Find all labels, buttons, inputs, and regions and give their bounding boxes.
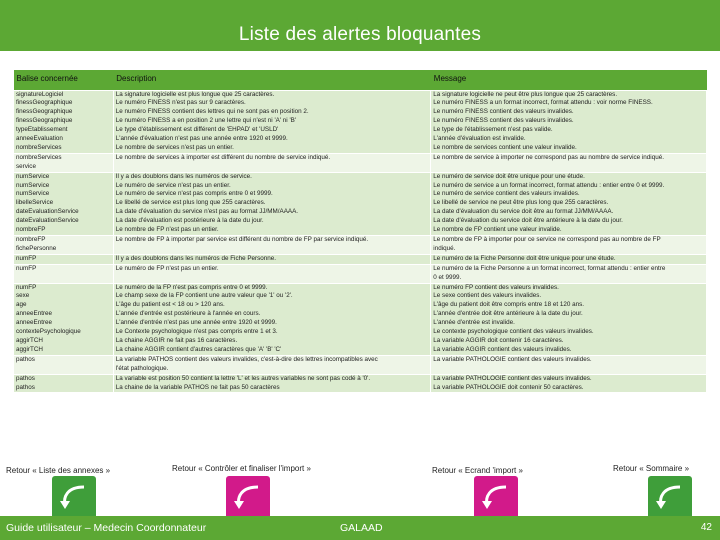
cell-description (113, 264, 431, 283)
cell-message-line: La variable PATHOLOGIE contient des valeurs invalides. (433, 355, 592, 363)
table-row (14, 153, 707, 172)
cell-description-line: Le nombre de FP à importer par service est différent du nombre de FP par service indiqué. (115, 236, 369, 243)
cell-balise (14, 355, 114, 374)
page-number: 42 (700, 522, 712, 533)
back-arrow-icon-controler[interactable] (226, 476, 270, 520)
cell-message-line: Le numéro de service contient des valeurs invalides. (433, 190, 580, 198)
cell-message-line: Le nombre de FP contient une valeur invalide. (433, 226, 562, 234)
page-title: Liste des alertes bloquantes (238, 24, 482, 45)
curved-arrow-icon (57, 481, 91, 515)
cell-description-line: Le libellé de service est plus long que 255 caractères. (115, 199, 266, 207)
cell-balise-line: dateEvaluationService (16, 217, 79, 225)
footer-guide-label: Guide utilisateur – Medecin Coordonnateur (6, 522, 207, 534)
cell-message (431, 90, 707, 153)
cell-message-line: Le nombre de FP à importer pour ce service ne correspond pas au nombre de FP (433, 236, 661, 243)
cell-description-line: La date d'évaluation est postérieure à la date du jour. (115, 217, 264, 225)
cell-description-line: l'état pathologique. (115, 364, 169, 372)
table-row (14, 264, 707, 283)
cell-message-line: La date d'évaluation du service doit être au format JJ/MM/AAAA. (433, 208, 614, 216)
cell-description-line: Il y a des doublons dans les numéros de Fiche Personne. (115, 254, 277, 262)
cell-balise (14, 90, 114, 153)
cell-message-line: Le numéro FP contient des valeurs invalides. (433, 283, 559, 291)
cell-balise-line: nombreServices (16, 153, 62, 161)
cell-message-line: L'année d'entrée est invalide. (433, 319, 515, 327)
alerts-table (13, 70, 707, 392)
cell-balise-line: finessGeographique (16, 117, 73, 125)
cell-description (113, 153, 431, 172)
table-body (14, 90, 707, 392)
cell-description-line: La chaine de la variable PATHOS ne fait pas 50 caractères (115, 383, 280, 391)
back-arrow-icon-sommaire[interactable] (648, 476, 692, 520)
cell-message-line: Le numéro de la Fiche Personne a un format incorrect, format attendu : entier entre (433, 264, 666, 272)
cell-description-line: Le nombre de services à importer est différent du nombre de service indiqué. (115, 153, 331, 161)
title-bar (0, 0, 720, 52)
cell-balise-line: aggirTCH (16, 345, 43, 353)
cell-message-line: La date d'évaluation du service doit être antérieure à la date du jour. (433, 217, 623, 225)
cell-description-line: Le numéro de la FP n'est pas compris entre 0 et 9999. (115, 283, 268, 291)
cell-message (431, 374, 707, 392)
cell-balise-line: signatureLogiciel (16, 90, 64, 98)
header-message: Message (431, 70, 707, 90)
back-arrow-icon-annexes[interactable] (52, 476, 96, 520)
cell-message (431, 254, 707, 264)
cell-balise (14, 283, 114, 355)
cell-description-line: Le numéro de service n'est pas compris entre 0 et 9999. (115, 190, 273, 198)
header-description: Description (113, 70, 431, 90)
cell-balise-line: fichePersonne (16, 244, 57, 252)
table-row (14, 236, 707, 255)
cell-message (431, 264, 707, 283)
cell-description-line: Le nombre de FP n'est pas un entier. (115, 226, 219, 234)
cell-description (113, 254, 431, 264)
cell-description-line: Le type d'établissement est différent de 'EHPAD' et 'USLD' (115, 126, 279, 134)
curved-arrow-icon (653, 481, 687, 515)
cell-message (431, 236, 707, 255)
cell-description-line: L'âge du patient est < 18 ou > 120 ans. (115, 301, 225, 309)
cell-message-line: Le numéro FINESS a un format incorrect, format attendu : voir norme FINESS. (433, 99, 653, 107)
nav-annexes-link[interactable]: Retour « Liste des annexes » (6, 466, 111, 475)
cell-balise-line: finessGeographique (16, 99, 73, 107)
cell-description-line: Le numéro de service n'est pas un entier. (115, 181, 231, 189)
cell-description (113, 236, 431, 255)
cell-description-line: La signature logicielle est plus longue que 25 caractères. (115, 90, 275, 98)
cell-description-line: Le champ sexe de la FP contient une autre valeur que '1' ou '2'. (115, 292, 293, 300)
cell-message-line: Le numéro de service a un format incorrect, format attendu : entier entre 0 et 9999. (433, 181, 665, 189)
cell-description-line: Le Contexte psychologique n'est pas compris entre 1 et 3. (115, 328, 278, 336)
cell-balise-line: numFP (16, 283, 37, 291)
cell-message-line: L'âge du patient doit être compris entre 18 et 120 ans. (433, 301, 584, 309)
cell-message (431, 355, 707, 374)
table-row (14, 355, 707, 374)
cell-balise-line: aggirTCH (16, 336, 43, 344)
cell-balise-line: sexe (16, 292, 30, 300)
cell-balise-line: service (16, 162, 36, 170)
cell-balise-line: numService (16, 181, 50, 189)
cell-message-line: La variable PATHOLOGIE doit contenir 50 caractères. (433, 383, 584, 391)
cell-balise (14, 172, 114, 235)
curved-arrow-icon (479, 481, 513, 515)
curved-arrow-icon (231, 481, 265, 515)
cell-balise-line: contextePsychologique (16, 328, 81, 336)
table-header-row (14, 70, 707, 90)
cell-message-line: Le contexte psychologique contient des valeurs invalides. (433, 328, 594, 336)
table-row (14, 374, 707, 392)
cell-balise-line: pathos (16, 374, 35, 382)
cell-message-line: Le numéro FINESS contient des valeurs invalides. (433, 108, 574, 116)
cell-message-line: Le numéro de service doit être unique pour une étude. (433, 172, 585, 180)
cell-message-line: indiqué. (433, 244, 456, 252)
table-row (14, 283, 707, 355)
cell-balise-line: pathos (16, 355, 35, 363)
cell-balise-line: anneeEntree (16, 319, 53, 327)
cell-description-line: La chaine AGGIR ne fait pas 16 caractères. (115, 336, 238, 344)
cell-message-line: La variable AGGIR doit contenir 16 caractères. (433, 336, 564, 344)
cell-description-line: Le numéro de FP n'est pas un entier. (115, 264, 219, 272)
cell-message (431, 153, 707, 172)
cell-description-line: Le numéro FINESS n'est pas sur 9 caractères. (115, 99, 246, 107)
table-row (14, 90, 707, 153)
cell-balise-line: nombreServices (16, 143, 62, 151)
footer-bar (0, 516, 720, 540)
cell-balise-line: nombreFP (16, 236, 46, 243)
footer-app-name: GALAAD (340, 522, 383, 534)
cell-description-line: Le nombre de services n'est pas un entier. (115, 143, 234, 151)
cell-message-line: L'année d'évaluation est invalide. (433, 135, 526, 143)
cell-balise-line: pathos (16, 383, 35, 391)
cell-message-line: Le libellé de service ne peut être plus long que 255 caractères. (433, 199, 609, 207)
cell-balise (14, 236, 114, 255)
cell-balise-line: libelleService (16, 199, 54, 207)
cell-message-line: 0 et 9999. (433, 273, 462, 281)
cell-balise (14, 374, 114, 392)
cell-description-line: Le numéro FINESS a en position 2 une lettre qui n'est ni 'A' ni 'B' (115, 117, 297, 125)
cell-description-line: Le numéro FINESS contient des lettres qui ne sont pas en position 2. (115, 108, 309, 116)
cell-description-line: La chaine AGGIR contient d'autres caractères que 'A' 'B' 'C' (115, 345, 282, 353)
cell-description (113, 172, 431, 235)
cell-description (113, 374, 431, 392)
cell-balise-line: numFP (16, 254, 37, 262)
nav-sommaire-link[interactable]: Retour « Sommaire » (613, 464, 690, 473)
cell-description-line: L'année d'entrée est postérieure à l'année en cours. (115, 310, 261, 318)
cell-description-line: La variable PATHOS contient des valeurs invalides, c'est-à-dire des lettres incompatibles avec (115, 355, 378, 363)
cell-balise-line: typeEtablissement (16, 126, 68, 134)
cell-balise-line: anneeEntree (16, 310, 53, 318)
cell-message-line: Le type de l'établissement n'est pas valide. (433, 126, 553, 134)
cell-balise-line: numService (16, 172, 50, 180)
cell-message-line: La variable PATHOLOGIE contient des valeurs invalides. (433, 374, 592, 382)
cell-message-line: L'année d'entrée doit être antérieure à la date du jour. (433, 310, 583, 318)
cell-balise (14, 264, 114, 283)
table-row (14, 172, 707, 235)
cell-message-line: Le nombre de services contient une valeur invalide. (433, 143, 577, 151)
cell-description-line: La date d'évaluation du service n'est pas au format JJ/MM/AAAA. (115, 208, 299, 216)
cell-description (113, 283, 431, 355)
cell-description-line: La variable est position 50 contient la lettre 'L' et les autres variables ne sont pas codé à '0'. (115, 374, 371, 382)
cell-balise (14, 153, 114, 172)
cell-message-line: La variable AGGIR contient des valeurs invalides. (433, 345, 572, 353)
cell-message-line: Le nombre de service à importer ne correspond pas au nombre de service indiqué. (433, 153, 664, 161)
cell-message-line: Le numéro de la Fiche Personne doit être unique pour une étude. (433, 254, 616, 262)
cell-balise (14, 254, 114, 264)
header-balise: Balise concernée (14, 70, 114, 90)
cell-description (113, 355, 431, 374)
cell-message-line: Le numéro FINESS contient des valeurs invalides. (433, 117, 574, 125)
cell-balise-line: anneeEvaluation (16, 135, 63, 143)
back-arrow-icon-ecrand[interactable] (474, 476, 518, 520)
cell-message-line: La signature logicielle ne peut être plus longue que 25 caractères. (433, 90, 618, 98)
table-row (14, 254, 707, 264)
cell-message-line: Le sexe contient des valeurs invalides. (433, 292, 542, 300)
cell-description (113, 90, 431, 153)
cell-description-line: L'année d'évaluation n'est pas une année entre 1920 et 9999. (115, 135, 288, 143)
nav-controler-link[interactable]: Retour « Contrôler et finaliser l'import » (172, 464, 311, 473)
cell-message (431, 172, 707, 235)
cell-balise-line: numFP (16, 264, 37, 272)
cell-balise-line: age (16, 301, 27, 309)
cell-description-line: L'année d'entrée n'est pas une année entre 1920 et 9999. (115, 319, 277, 327)
cell-balise-line: nombreFP (16, 226, 46, 234)
cell-description-line: Il y a des doublons dans les numéros de service. (115, 172, 252, 180)
cell-balise-line: dateEvaluationService (16, 208, 79, 216)
cell-message (431, 283, 707, 355)
cell-balise-line: numService (16, 190, 50, 198)
cell-balise-line: finessGeographique (16, 108, 73, 116)
nav-ecrand-link[interactable]: Retour « Ecrand 'import » (432, 466, 523, 475)
